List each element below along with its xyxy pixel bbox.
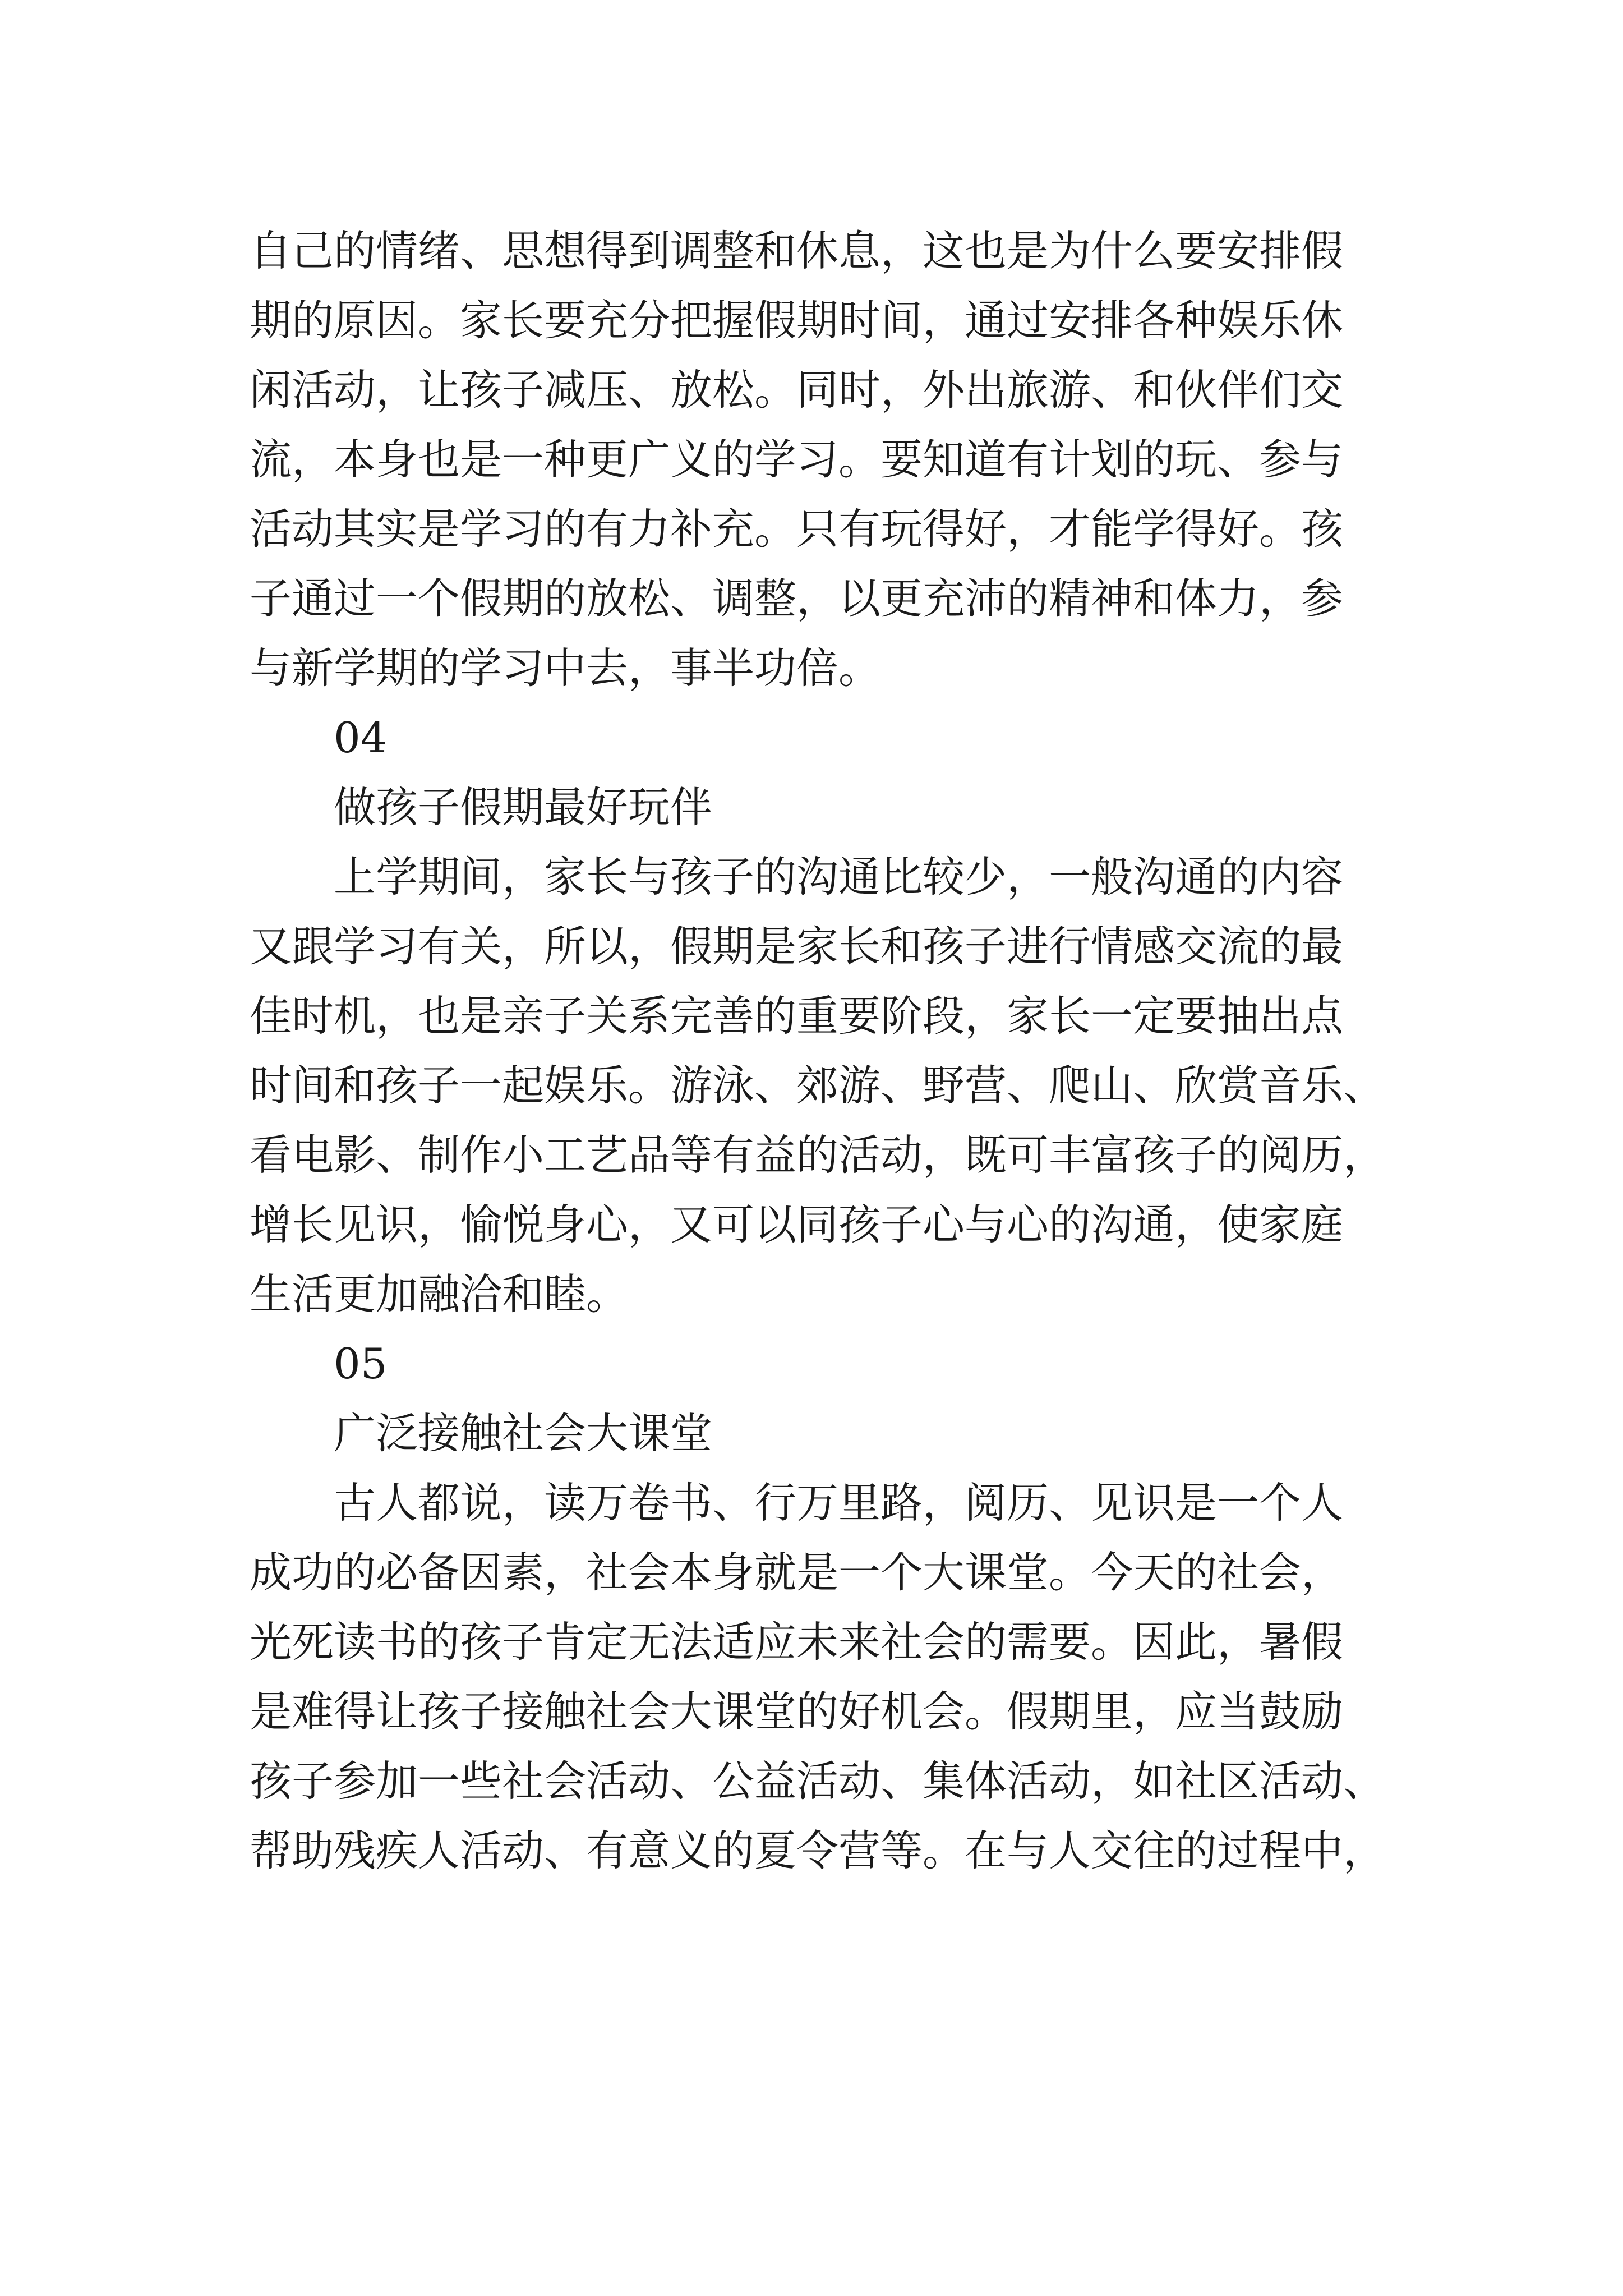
paragraph-continued [250, 216, 1388, 703]
text-line: 流，本身也是一种更广义的学习。要知道有计划的玩、参与 [250, 435, 1344, 484]
text-line: 期的原因。家长要充分把握假期时间，通过安排各种娱乐休 [250, 296, 1344, 345]
text-line: 古人都说，读万卷书、行万里路，阅历、见识是一个人 [334, 1478, 1344, 1527]
text-line: 活动其实是学习的有力补充。只有玩得好，才能学得好。孩 [250, 504, 1344, 554]
text-line: 成功的必备因素，社会本身就是一个大课堂。今天的社会， [250, 1548, 1344, 1597]
text-line: 增长见识，愉悦身心，又可以同孩子心与心的沟通，使家庭 [250, 1200, 1344, 1249]
section-heading: 广泛接触社会大课堂 [334, 1409, 713, 1458]
section-heading: 做孩子假期最好玩伴 [334, 783, 713, 832]
text-line: 生活更加融洽和睦。 [250, 1269, 629, 1319]
text-line: 帮助残疾人活动、有意义的夏令营等。在与人交往的过程中， [250, 1826, 1386, 1875]
section-05 [250, 1329, 1388, 1885]
document-page [250, 216, 1388, 1885]
text-line: 子通过一个假期的放松、调整，以更充沛的精神和体力，参 [250, 574, 1344, 623]
text-line: 光死读书的孩子肯定无法适应未来社会的需要。因此，暑假 [250, 1617, 1344, 1667]
text-line: 孩子参加一些社会活动、公益活动、集体活动，如社区活动、 [250, 1756, 1386, 1806]
text-line: 自己的情绪、思想得到调整和休息，这也是为什么要安排假 [250, 226, 1344, 275]
text-line: 与新学期的学习中去，事半功倍。 [250, 643, 881, 693]
text-line: 上学期间，家长与孩子的沟通比较少，一般沟通的内容 [334, 852, 1344, 901]
text-line: 时间和孩子一起娱乐。游泳、郊游、野营、爬山、欣赏音乐、 [250, 1061, 1386, 1110]
text-line: 佳时机，也是亲子关系完善的重要阶段，家长一定要抽出点 [250, 991, 1344, 1041]
section-number: 04 [334, 713, 388, 762]
text-line: 又跟学习有关，所以，假期是家长和孩子进行情感交流的最 [250, 922, 1344, 971]
section-04 [250, 703, 1388, 1329]
section-number: 05 [334, 1339, 388, 1388]
text-line: 看电影、制作小工艺品等有益的活动，既可丰富孩子的阅历， [250, 1130, 1386, 1180]
text-line: 闲活动，让孩子减压、放松。同时，外出旅游、和伙伴们交 [250, 365, 1344, 415]
text-line: 是难得让孩子接触社会大课堂的好机会。假期里，应当鼓励 [250, 1687, 1344, 1736]
